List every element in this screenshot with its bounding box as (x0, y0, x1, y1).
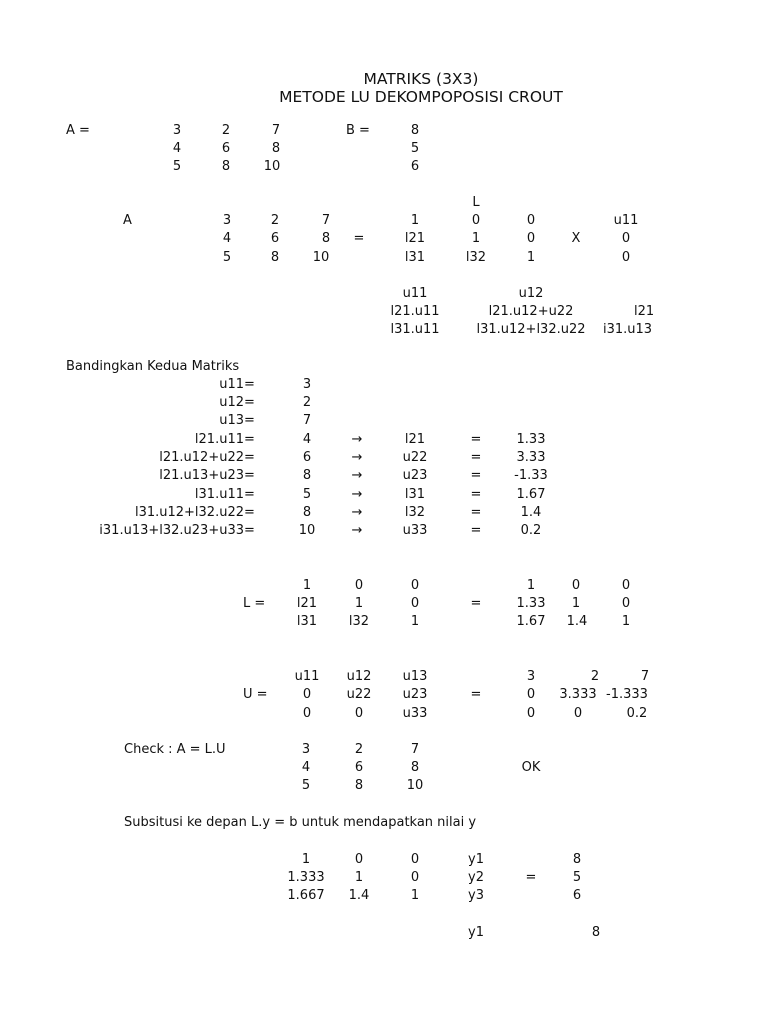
cell-r18-c5: = (470, 505, 482, 520)
cell-r14-c3: → (351, 432, 363, 447)
cell-r12-c0: u12 (219, 395, 244, 410)
cell-r21-c0: L = (243, 596, 266, 611)
cell-r31-c4: = (525, 870, 537, 885)
cell-r24-c7: -1.333 (606, 687, 648, 702)
cell-r0-c1: 3 (172, 123, 182, 138)
cell-r29-c0: Subsitusi ke depan L.y = b untuk mendapatkan nilai y (124, 815, 477, 830)
cell-r5-c1: 6 (270, 231, 280, 246)
cell-r4-c1: 3 (222, 213, 232, 228)
cell-r22-c1: l32 (348, 614, 370, 629)
cell-r22-c4: 1.4 (566, 614, 588, 629)
cell-r13-c1: = (244, 413, 255, 428)
cell-r21-c4: = (470, 596, 482, 611)
cell-r25-c1: 0 (354, 706, 364, 721)
cell-r30-c2: 0 (410, 852, 420, 867)
cell-r25-c2: u33 (402, 706, 428, 721)
cell-r14-c2: 4 (302, 432, 312, 447)
cell-r19-c4: u33 (402, 523, 428, 538)
cell-r0-c0: A = (66, 123, 90, 138)
cell-r26-c3: 7 (410, 742, 420, 757)
cell-r22-c0: l31 (296, 614, 318, 629)
cell-r30-c1: 0 (354, 852, 364, 867)
cell-r21-c1: l21 (296, 596, 318, 611)
cell-r4-c5: 0 (471, 213, 481, 228)
cell-r31-c5: 5 (572, 870, 582, 885)
cell-r27-c3: OK (521, 760, 541, 775)
cell-r21-c6: 1 (571, 596, 581, 611)
cell-r27-c0: 4 (301, 760, 311, 775)
cell-r5-c8: 0 (621, 231, 631, 246)
cell-r20-c2: 0 (410, 578, 420, 593)
cell-r21-c2: 1 (354, 596, 364, 611)
cell-r20-c5: 0 (621, 578, 631, 593)
cell-r16-c4: u23 (402, 468, 428, 483)
cell-r11-c1: = (244, 377, 255, 392)
cell-r19-c5: = (470, 523, 482, 538)
cell-r17-c5: = (470, 487, 482, 502)
cell-r5-c2: 8 (321, 231, 331, 246)
cell-r31-c1: 1 (354, 870, 364, 885)
cell-r6-c0: 5 (222, 250, 232, 265)
cell-r4-c2: 2 (270, 213, 280, 228)
title-line-2: METODE LU DEKOMPOPOSISI CROUT (279, 88, 563, 106)
cell-r25-c4: 0 (573, 706, 583, 721)
cell-r32-c0: 1.667 (287, 888, 325, 903)
cell-r30-c3: y1 (468, 852, 484, 867)
cell-r31-c3: y2 (468, 870, 484, 885)
cell-r13-c2: 7 (302, 413, 312, 428)
cell-r2-c1: 8 (221, 159, 231, 174)
cell-r27-c1: 6 (354, 760, 364, 775)
cell-r4-c7: u11 (613, 213, 639, 228)
cell-r2-c3: 6 (410, 159, 420, 174)
cell-r5-c0: 4 (222, 231, 232, 246)
cell-r16-c5: = (470, 468, 482, 483)
cell-r0-c2: 2 (221, 123, 231, 138)
cell-r14-c5: = (470, 432, 482, 447)
cell-r9-c1: l31.u12+l32.u22 (476, 322, 586, 337)
cell-r6-c6: 0 (621, 250, 631, 265)
cell-r23-c2: u13 (402, 669, 428, 684)
cell-r12-c1: = (244, 395, 255, 410)
cell-r6-c3: l31 (404, 250, 426, 265)
cell-r15-c1: = (244, 450, 255, 465)
cell-r26-c2: 2 (354, 742, 364, 757)
cell-r21-c3: 0 (410, 596, 420, 611)
cell-r13-c0: u13 (219, 413, 244, 428)
cell-r4-c0: A (123, 213, 132, 228)
cell-r11-c2: 3 (302, 377, 312, 392)
cell-r18-c4: l32 (404, 505, 426, 520)
cell-r1-c2: 8 (271, 141, 281, 156)
cell-r14-c6: 1.33 (516, 432, 546, 447)
cell-r30-c0: 1 (301, 852, 311, 867)
cell-r28-c1: 8 (354, 778, 364, 793)
cell-r4-c4: 1 (410, 213, 420, 228)
cell-r14-c1: = (244, 432, 255, 447)
cell-r2-c2: 10 (263, 159, 281, 174)
cell-r18-c1: = (244, 505, 255, 520)
cell-r24-c0: U = (243, 687, 268, 702)
cell-r21-c5: 1.33 (516, 596, 546, 611)
cell-r5-c6: 0 (526, 231, 536, 246)
cell-r14-c0: l21.u11 (194, 432, 244, 447)
cell-r25-c5: 0.2 (626, 706, 648, 721)
cell-r24-c4: = (470, 687, 482, 702)
cell-r24-c3: u23 (402, 687, 428, 702)
cell-r0-c5: 8 (410, 123, 420, 138)
cell-r23-c4: 2 (590, 669, 600, 684)
cell-r31-c0: 1.333 (287, 870, 325, 885)
cell-r26-c0: Check : A = L.U (124, 742, 226, 757)
cell-r8-c2: l21 (634, 304, 655, 319)
cell-r0-c4: B = (346, 123, 370, 138)
cell-r33-c0: y1 (468, 925, 484, 940)
cell-r32-c3: y3 (468, 888, 484, 903)
cell-r19-c3: → (351, 523, 363, 538)
cell-r6-c5: 1 (526, 250, 536, 265)
cell-r5-c5: 1 (471, 231, 481, 246)
cell-r15-c2: 6 (302, 450, 312, 465)
cell-r19-c2: 10 (298, 523, 316, 538)
cell-r16-c1: = (244, 468, 255, 483)
cell-r15-c6: 3.33 (516, 450, 546, 465)
cell-r25-c0: 0 (302, 706, 312, 721)
cell-r2-c0: 5 (172, 159, 182, 174)
cell-r16-c0: l21.u13+u23 (159, 468, 244, 483)
cell-r32-c2: 1 (410, 888, 420, 903)
cell-r27-c2: 8 (410, 760, 420, 775)
title-line-1: MATRIKS (3X3) (363, 70, 479, 88)
cell-r17-c2: 5 (302, 487, 312, 502)
cell-r20-c4: 0 (571, 578, 581, 593)
cell-r8-c0: l21.u11 (390, 304, 440, 319)
cell-r23-c3: 3 (526, 669, 536, 684)
cell-r24-c6: 3.333 (559, 687, 597, 702)
cell-r4-c3: 7 (321, 213, 331, 228)
cell-r17-c1: = (244, 487, 255, 502)
cell-r17-c4: l31 (404, 487, 426, 502)
cell-r8-c1: l21.u12+u22 (488, 304, 574, 319)
cell-r28-c2: 10 (406, 778, 424, 793)
cell-r10-c0: Bandingkan Kedua Matriks (66, 359, 240, 374)
cell-r1-c3: 5 (410, 141, 420, 156)
cell-r4-c6: 0 (526, 213, 536, 228)
cell-r5-c7: X (571, 231, 581, 246)
cell-r6-c4: l32 (465, 250, 487, 265)
cell-r9-c0: l31.u11 (390, 322, 440, 337)
cell-r19-c1: = (244, 523, 255, 538)
cell-r31-c2: 0 (410, 870, 420, 885)
cell-r12-c2: 2 (302, 395, 312, 410)
cell-r18-c3: → (351, 505, 363, 520)
cell-r9-c2: i31.u13 (603, 322, 653, 337)
cell-r30-c4: 8 (572, 852, 582, 867)
cell-r17-c3: → (351, 487, 363, 502)
cell-r20-c1: 0 (354, 578, 364, 593)
cell-r5-c4: l21 (404, 231, 426, 246)
cell-r3-c0: L (472, 195, 480, 210)
cell-r18-c6: 1.4 (520, 505, 542, 520)
cell-r23-c1: u12 (346, 669, 372, 684)
cell-r20-c3: 1 (526, 578, 536, 593)
cell-r16-c3: → (351, 468, 363, 483)
cell-r1-c0: 4 (172, 141, 182, 156)
cell-r19-c6: 0.2 (520, 523, 542, 538)
cell-r11-c0: u11 (219, 377, 244, 392)
cell-r18-c2: 8 (302, 505, 312, 520)
cell-r15-c3: → (351, 450, 363, 465)
cell-r6-c1: 8 (270, 250, 280, 265)
cell-r5-c3: = (353, 231, 365, 246)
cell-r19-c0: i31.u13+l32.u23+u33 (99, 523, 244, 538)
cell-r22-c2: 1 (410, 614, 420, 629)
cell-r33-c1: 8 (591, 925, 601, 940)
cell-r15-c0: l21.u12+u22 (159, 450, 244, 465)
cell-r7-c1: u12 (518, 286, 544, 301)
cell-r6-c2: 10 (312, 250, 330, 265)
cell-r0-c3: 7 (271, 123, 281, 138)
cell-r17-c0: l31.u11 (194, 487, 244, 502)
cell-r22-c5: 1 (621, 614, 631, 629)
cell-r22-c3: 1.67 (516, 614, 546, 629)
cell-r24-c5: 0 (526, 687, 536, 702)
cell-r24-c1: 0 (302, 687, 312, 702)
cell-r15-c5: = (470, 450, 482, 465)
cell-r26-c1: 3 (301, 742, 311, 757)
cell-r18-c0: l31.u12+l32.u22 (134, 505, 244, 520)
cell-r15-c4: u22 (402, 450, 428, 465)
cell-r28-c0: 5 (301, 778, 311, 793)
cell-r16-c2: 8 (302, 468, 312, 483)
cell-r17-c6: 1.67 (516, 487, 546, 502)
cell-r23-c5: 7 (640, 669, 650, 684)
cell-r21-c7: 0 (621, 596, 631, 611)
cell-r20-c0: 1 (302, 578, 312, 593)
cell-r24-c2: u22 (346, 687, 372, 702)
cell-r16-c6: -1.33 (514, 468, 548, 483)
cell-r1-c1: 6 (221, 141, 231, 156)
cell-r14-c4: l21 (404, 432, 426, 447)
cell-r32-c4: 6 (572, 888, 582, 903)
cell-r32-c1: 1.4 (348, 888, 370, 903)
cell-r23-c0: u11 (294, 669, 320, 684)
cell-r25-c3: 0 (526, 706, 536, 721)
cell-r7-c0: u11 (402, 286, 428, 301)
